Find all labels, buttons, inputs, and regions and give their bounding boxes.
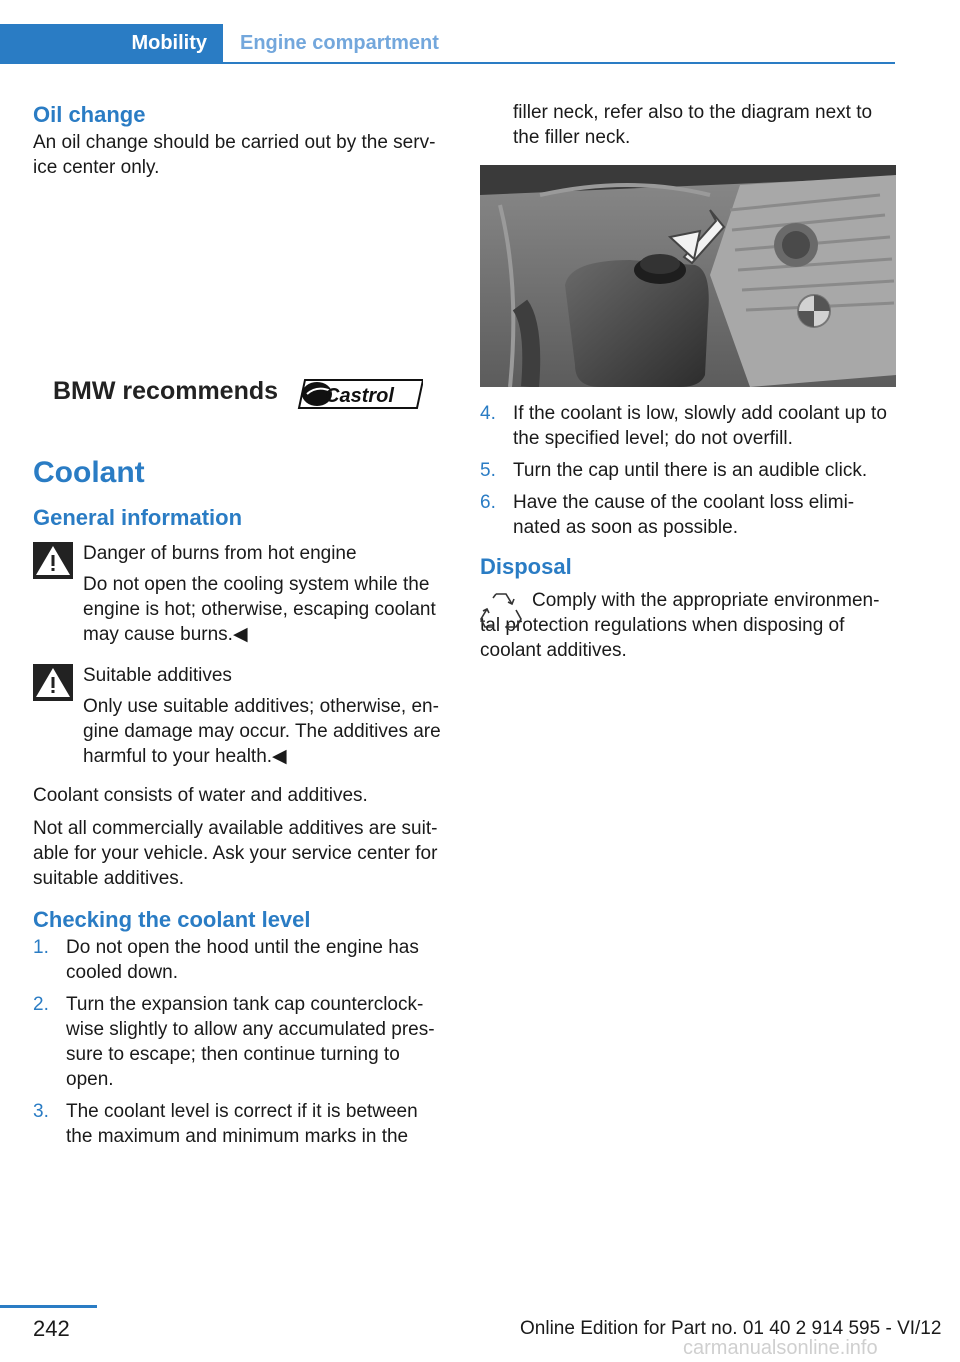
step-number: 3. <box>33 1101 49 1122</box>
step-number: 4. <box>480 403 496 424</box>
list-item <box>33 1099 449 1149</box>
disposal-body: Comply with the appropriate environmen-tal protection regulations when disposing of coolant additives. <box>480 590 880 661</box>
watermark: carmanualsonline.info <box>683 1337 878 1359</box>
warning-hot-engine <box>33 541 449 647</box>
step-number: 5. <box>480 460 496 481</box>
disposal-note <box>480 588 896 663</box>
step-text: Have the cause of the coolant loss elimi-nated as soon as possible. <box>513 492 855 538</box>
right-column <box>480 100 896 663</box>
tab-engine-compartment[interactable]: Engine compartment <box>240 32 439 54</box>
footer-divider <box>0 1305 97 1308</box>
step-text: Do not open the hood until the engine has cooled down. <box>66 937 419 983</box>
checking-coolant-heading: Checking the coolant level <box>33 907 311 932</box>
warning2-title: Suitable additives <box>83 665 232 686</box>
list-item <box>480 401 896 451</box>
left-column <box>33 100 449 1156</box>
list-item <box>33 935 449 985</box>
svg-text:Castrol: Castrol <box>325 385 394 407</box>
list-item <box>480 458 896 483</box>
logo-text: BMW recommends <box>53 377 279 405</box>
castrol-logo-icon <box>297 377 423 411</box>
bmw-castrol-logo <box>33 180 449 480</box>
warning1-body: Do not open the cooling system while the engine is hot; otherwise, escaping coolant may cause burns.◀ <box>83 574 436 645</box>
warning-suitable-additives <box>33 663 449 769</box>
coolant-para1: Coolant consists of water and additives. <box>33 785 368 806</box>
list-item <box>480 490 896 540</box>
tab-mobility[interactable]: Mobility <box>0 24 223 62</box>
steps-list <box>33 935 449 1149</box>
warning-triangle-icon <box>33 542 73 579</box>
continued-text: filler neck, refer also to the diagram next to the filler neck. <box>513 102 873 148</box>
steps-list-continued <box>480 401 896 540</box>
warning2-body: Only use suitable additives; otherwise, en-gine damage may occur. The additives are harmful to your health.◀ <box>83 696 441 767</box>
coolant-heading: Coolant <box>33 456 145 489</box>
step-number: 6. <box>480 492 496 513</box>
oil-change-body: An oil change should be carried out by the serv-ice center only. <box>33 132 436 178</box>
step-number: 2. <box>33 994 49 1015</box>
warning-triangle-icon <box>33 664 73 701</box>
step-text: Turn the expansion tank cap counterclock-wise slightly to allow any accumulated pres-sure to escape; then continue turning to open. <box>66 994 435 1090</box>
engine-compartment-image <box>480 165 896 387</box>
step-text: The coolant level is correct if it is between the maximum and minimum marks in the <box>66 1101 418 1147</box>
recycle-icon <box>480 590 522 630</box>
step-number: 1. <box>33 937 49 958</box>
oil-change-heading: Oil change <box>33 102 146 127</box>
page-number: 242 <box>33 1316 70 1341</box>
step-text: Turn the cap until there is an audible click. <box>513 460 868 481</box>
coolant-para2: Not all commercially available additives are suit-able for your vehicle. Ask your service center for suitable additives. <box>33 818 438 889</box>
engine-photo <box>480 165 896 387</box>
disposal-heading: Disposal <box>480 554 572 579</box>
warning1-title: Danger of burns from hot engine <box>83 543 357 564</box>
list-item <box>33 992 449 1092</box>
general-information-heading: General information <box>33 505 243 530</box>
online-edition-text: Online Edition for Part no. 01 40 2 914 595 - VI/12 <box>520 1318 942 1339</box>
step-text: If the coolant is low, slowly add coolant up to the specified level; do not overfill. <box>513 403 887 449</box>
header-tabs <box>0 24 895 64</box>
